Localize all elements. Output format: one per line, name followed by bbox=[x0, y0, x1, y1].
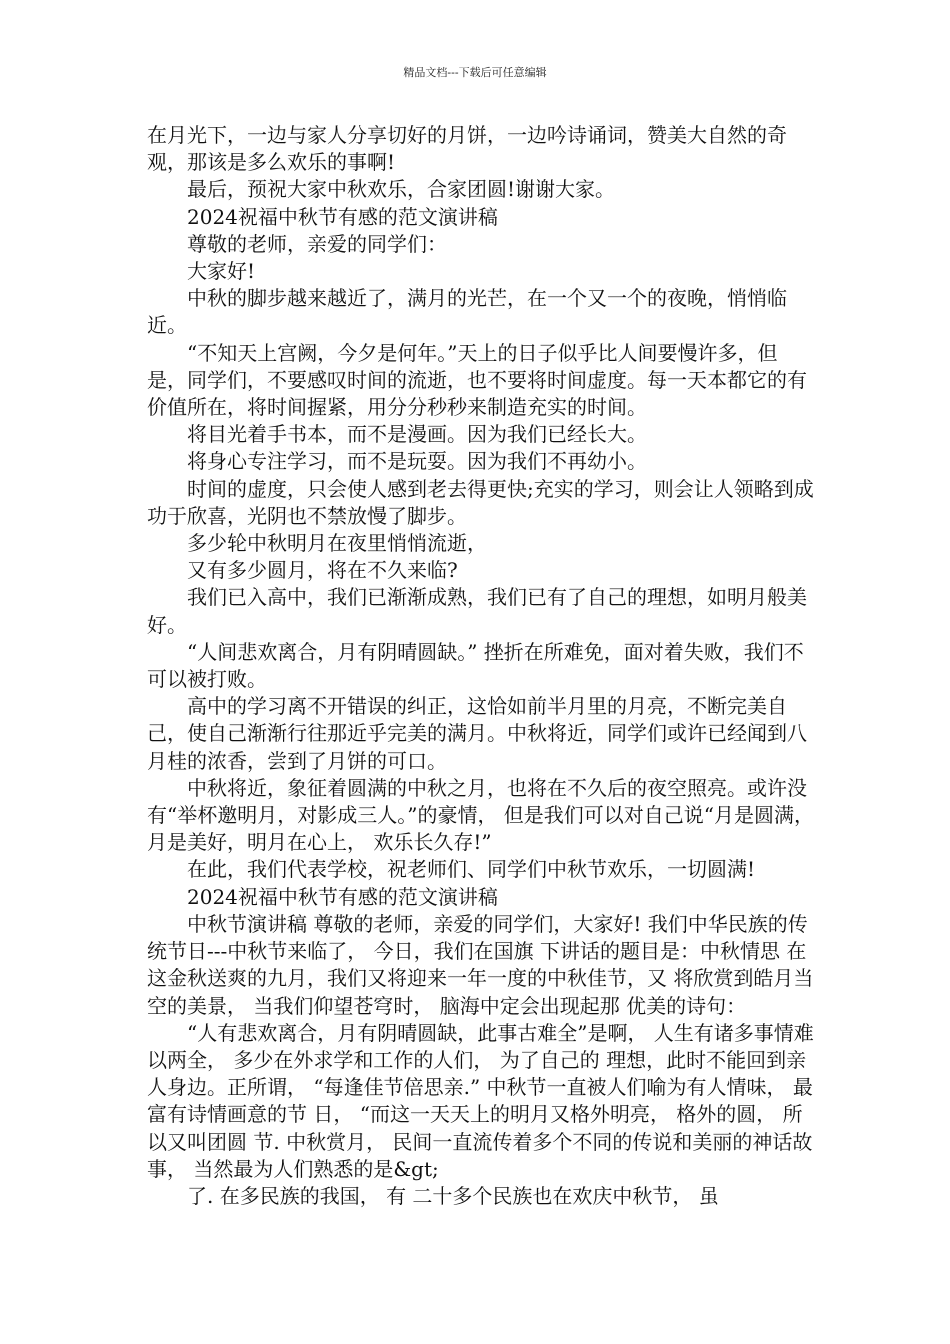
paragraph: 最后，预祝大家中秋欢乐，合家团圆!谢谢大家。 bbox=[187, 177, 616, 202]
paragraph: 高中的学习离不开错误的纠正，这恰如前半月里的月亮，不断完美自己，使自己渐渐行往那近乎完美的满月。中秋将近，同学们或许已经闻到八月桂的浓香，尝到了月饼的可口。 bbox=[147, 694, 807, 773]
paragraph: 中秋将近，象征着圆满的中秋之月，也将在不久后的夜空照亮。或许没有“举杯邀明月，对影成三人。”的豪情， 但是我们可以对自己说“月是圆满，月是美好，明月在心上， 欢乐长久存!” bbox=[147, 775, 815, 855]
paragraph: 多少轮中秋明月在夜里悄悄流逝， bbox=[187, 531, 487, 556]
paragraph: 我们已入高中，我们已渐渐成熟，我们已有了自己的理想，如明月般美好。 bbox=[147, 585, 807, 637]
section-title: 2024祝福中秋节有感的范文演讲稿 bbox=[187, 204, 498, 229]
paragraph: 又有多少圆月，将在不久来临? bbox=[187, 558, 458, 583]
greeting: 大家好! bbox=[187, 259, 256, 284]
paragraph: “人有悲欢离合，月有阴晴圆缺，此事古难全”是啊， 人生有诸多事情难以两全， 多少在外求学和工作的人们， 为了自己的 理想，此时不能回到亲人身边。正所谓， “每逢佳节倍思亲.” 中秋节一直被人们喻为有人情味， 最富有诗情画意的节 日， “而这一天天上的明月又格外明亮， 格外的圆， 所以又叫团圆 节. 中秋赏月， 民间一直流传着多个不同的传说和美丽的神话故 事， 当然最为人们熟悉的是&gt; bbox=[147, 1020, 814, 1181]
section-title: 2024祝福中秋节有感的范文演讲稿 bbox=[187, 884, 498, 909]
paragraph: “不知天上宫阙，今夕是何年。”天上的日子似乎比人间要慢许多，但是，同学们，不要感叹时间的流逝，也不要将时间虚度。每一天本都它的有价值所在，将时间握紧，用分分秒秒来制造充实的时间。 bbox=[147, 340, 807, 420]
paragraph: 了. 在多民族的我国， 有 二十多个民族也在欢庆中秋节， 虽 bbox=[187, 1183, 719, 1208]
salutation: 尊敬的老师，亲爱的同学们： bbox=[187, 231, 447, 256]
paragraph: 在此，我们代表学校，祝老师们、同学们中秋节欢乐，一切圆满! bbox=[187, 857, 756, 882]
paragraph: 在月光下，一边与家人分享切好的月饼，一边吟诗诵词，赞美大自然的奇观，那该是多么欢乐的事啊! bbox=[147, 123, 787, 175]
document-body bbox=[147, 122, 815, 1210]
paragraph: 中秋节演讲稿 尊敬的老师，亲爱的同学们，大家好! 我们中华民族的传统节日---中秋节来临了， 今日，我们在国旗 下讲话的题目是：中秋情思 在这金秋送爽的九月，我们又将迎来一年一度的中秋佳节，又 将欣赏到皓月当空的美景， 当我们仰望苍穹时， 脑海中定会出现起那 优美的诗句： bbox=[147, 911, 814, 1018]
paragraph: 中秋的脚步越来越近了，满月的光芒，在一个又一个的夜晚，悄悄临近。 bbox=[147, 286, 787, 338]
page-header: 精品文档---下载后可任意编辑 bbox=[403, 66, 547, 79]
paragraph: 将目光着手书本，而不是漫画。因为我们已经长大。 bbox=[187, 422, 647, 447]
paragraph: 时间的虚度，只会使人感到老去得更快;充实的学习，则会让人领略到成功于欣喜，光阴也不禁放慢了脚步。 bbox=[147, 476, 814, 528]
paragraph: “人间悲欢离合，月有阴晴圆缺。” 挫折在所难免，面对着失败，我们不可以被打败。 bbox=[147, 639, 804, 692]
paragraph: 将身心专注学习，而不是玩耍。因为我们不再幼小。 bbox=[187, 449, 647, 474]
